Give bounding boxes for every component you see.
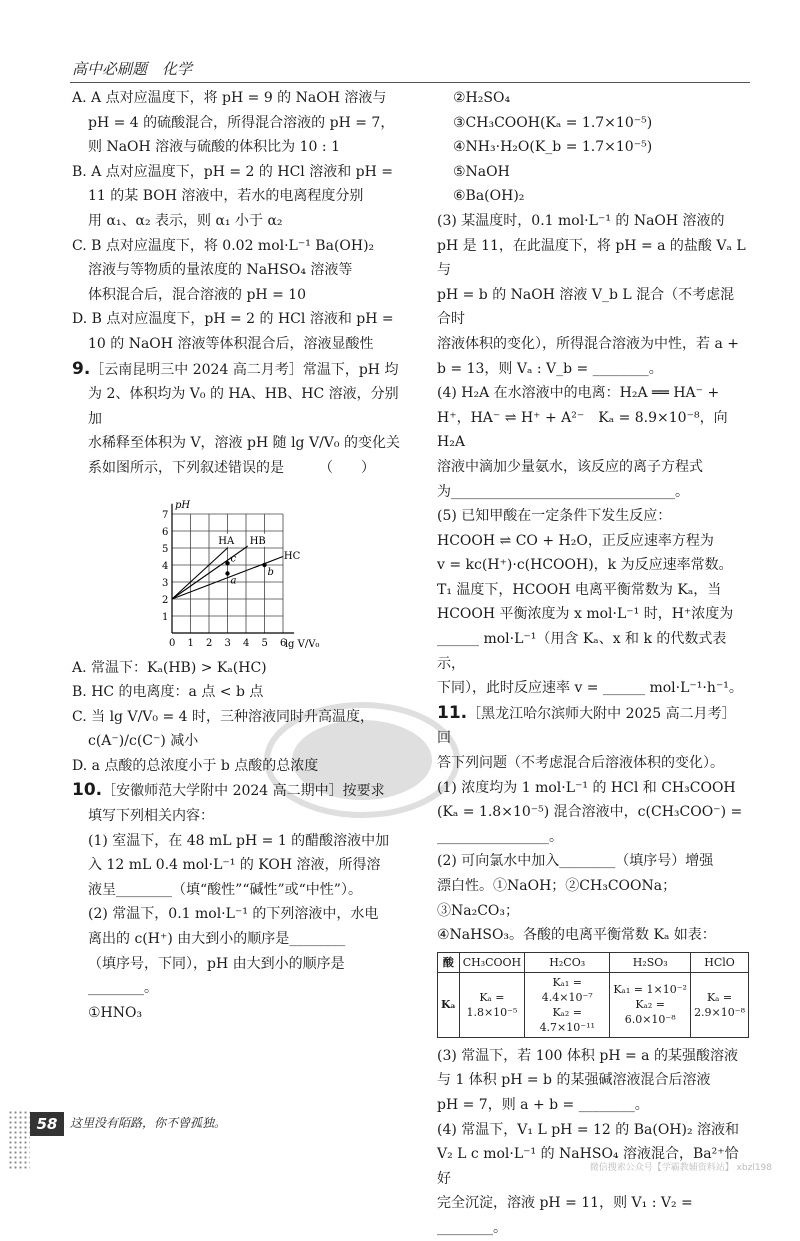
ka-table-head-4: HClO: [691, 952, 749, 972]
q10-sub2-line3: （填序号，下同），pH 由大到小的顺序是: [88, 955, 345, 972]
q9-line1: ［云南昆明三中 2024 高二月考］常温下，pH 均: [90, 361, 399, 378]
ka-table-header-row: [438, 952, 749, 972]
q11-stem: [437, 701, 747, 751]
q10-sub2-line1: (2) 常温下，0.1 mol·L⁻¹ 的下列溶液中，水电: [88, 906, 379, 923]
stamp-watermark: [262, 700, 462, 820]
header-rule: [70, 82, 750, 83]
q10-sub1-line2: 入 12 mL 0.4 mol·L⁻¹ 的 KOH 溶液，所得溶: [88, 857, 381, 874]
footer-dot-pattern: [8, 1110, 30, 1170]
y-tick-label: 5: [162, 543, 169, 555]
q10-sub1-line3: 液呈________（填“酸性”“碱性”或“中性”）。: [88, 881, 362, 898]
q10-line2: 填写下列相关内容：: [88, 808, 214, 825]
q10-sub3-line2: pH 是 11，在此温度下，将 pH = a 的盐酸 Vₐ L 与: [437, 237, 746, 279]
ka-cell-h2co3-a: Kₐ₁ = 4.4×10⁻⁷: [541, 975, 593, 1004]
q11-sub2-line3: ④NaHSO₃。各酸的电离平衡常数 Kₐ 如表：: [437, 927, 716, 944]
left-column: [72, 86, 412, 1025]
q11-sub3-line3: pH = 7，则 a + b = ________。: [437, 1096, 649, 1113]
q10-sub5-line1: (5) 已知甲酸在一定条件下发生反应：: [437, 508, 672, 525]
y-tick-label: 6: [162, 526, 169, 538]
q10-item-3: ③CH₃COOH(Kₐ = 1.7×10⁻⁵): [453, 114, 653, 131]
x-tick-label: 5: [261, 637, 268, 649]
y-tick-label: 4: [162, 560, 169, 572]
q10-sub5-line4: T₁ 温度下，HCOOH 电离平衡常数为 Kₐ，当: [437, 581, 722, 598]
q9-line2: 为 2、体积均为 V₀ 的 HA、HB、HC 溶液，分别加: [88, 386, 399, 427]
q11-line1: ［黑龙江哈尔滨师大附中 2025 高二月考］回: [437, 705, 736, 747]
q11-sub1-line2: (Kₐ = 1.8×10⁻⁵) 混合溶液中，c(CH₃COO⁻) =: [437, 804, 743, 821]
ka-cell-h2co3-b: Kₐ₂ = 4.7×10⁻¹¹: [539, 1005, 595, 1034]
data-point-b: [262, 562, 266, 566]
q10-sub5-line7: 下同），此时反应速率 v = ______ mol·L⁻¹·h⁻¹。: [437, 680, 743, 697]
x-tick-label: 2: [206, 637, 213, 649]
page-number: 58: [30, 1112, 64, 1136]
q10-item-4: ④NH₃·H₂O(K_b = 1.7×10⁻⁵): [453, 139, 653, 156]
q10-sub4-line2: H⁺，HA⁻ ⇌ H⁺ + A²⁻ Kₐ = 8.9×10⁻⁸，向 H₂A: [437, 409, 728, 451]
q9-option-a: A. 常温下：Kₐ(HB) > Kₐ(HC): [72, 659, 267, 676]
ka-table-head-0: 酸: [438, 952, 460, 972]
q9-line4: 系如图所示，下列叙述错误的是 （ ）: [88, 459, 375, 476]
footer-watermark: 微信搜索公众号【学霸教辅资料站】 xbzl198: [589, 1163, 772, 1173]
x-tick-label: 1: [187, 637, 194, 649]
q9-option-d: D. a 点酸的总浓度小于 b 点酸的总浓度: [72, 757, 319, 774]
ka-cell-ch3cooh-a: Kₐ =: [479, 990, 505, 1004]
q10-sub5-line6: ______ mol·L⁻¹（用含 Kₐ、x 和 k 的代数式表示，: [437, 631, 727, 672]
q9-stem: [72, 357, 412, 383]
ka-cell-hclo-a: Kₐ =: [706, 990, 733, 1004]
q10-sub2-line2: 离出的 c(H⁺) 由大到小的顺序是________: [88, 931, 346, 948]
q11-sub3-line2: 与 1 体积 pH = b 的某强碱溶液混合后溶液: [437, 1072, 711, 1089]
q11-sub1-line1: (1) 浓度均为 1 mol·L⁻¹ 的 HCl 和 CH₃COOH: [437, 779, 736, 796]
chart-svg: [72, 481, 412, 656]
q8-option-a-line2: pH = 4 的硫酸混合，所得混合溶液的 pH = 7，: [88, 114, 395, 131]
ka-cell-hclo-b: 2.9×10⁻⁸: [694, 1005, 745, 1019]
q10-sub5-line3: v = kc(H⁺)·c(HCOOH)，k 为反应速率常数。: [437, 557, 733, 574]
q8-option-d-line2: 10 的 NaOH 溶液等体积混合后，溶液显酸性: [88, 335, 374, 352]
q10-sub3-line4: 溶液体积的变化），所得混合溶液为中性，若 a +: [437, 335, 739, 352]
q10-item-5: ⑤NaOH: [453, 163, 510, 180]
q9-option-b: B. HC 的电离度：a 点 < b 点: [72, 684, 264, 701]
ka-cell-h2co3: [525, 972, 610, 1037]
ph-dilution-chart: [72, 481, 412, 656]
y-tick-label: 2: [162, 594, 169, 606]
ka-table: [437, 952, 749, 1038]
ka-cell-h2so3: [610, 972, 691, 1037]
data-point-label-a: a: [230, 575, 237, 586]
q8-option-d: D. B 点对应温度下，pH = 2 的 HCl 溶液和 pH =: [72, 311, 394, 328]
q10-sub3-line3: pH = b 的 NaOH 溶液 V_b L 混合（不考虑混合时: [437, 286, 735, 328]
data-point-a: [225, 571, 229, 575]
x-tick-label: 3: [224, 637, 231, 649]
q8-option-b-line3: 用 α₁、α₂ 表示，则 α₁ 小于 α₂: [88, 212, 283, 229]
q9-option-c: C. 当 lg V/V₀ = 4 时，三种溶液同时升高温度，: [72, 708, 374, 725]
y-tick-label: 1: [162, 611, 169, 623]
q11-sub2-line1: (2) 可向氯水中加入________（填序号）增强: [437, 853, 714, 870]
q11-sub4-line1: (4) 常温下，V₁ L pH = 12 的 Ba(OH)₂ 溶液和: [437, 1121, 740, 1138]
ka-table-head-2: H₂CO₃: [525, 952, 610, 972]
q8-option-b: B. A 点对应温度下，pH = 2 的 HCl 溶液和 pH =: [72, 163, 394, 180]
q11-sub2-line2: 漂白性。①NaOH；②CH₃COONa；③Na₂CO₃；: [437, 878, 677, 919]
series-label-hc: HC: [283, 550, 301, 562]
series-label-ha: HA: [218, 535, 235, 547]
q10-sub4-line3: 溶液中滴加少量氨水，该反应的离子方程式: [437, 458, 703, 475]
q8-option-c: C. B 点对应温度下，将 0.02 mol·L⁻¹ Ba(OH)₂: [72, 237, 375, 254]
x-tick-label: 0: [169, 637, 176, 649]
ka-cell-h2so3-a: Kₐ₁ = 1×10⁻²: [613, 983, 687, 997]
q10-sub2-line4: ________。: [88, 980, 158, 997]
x-tick-label: 4: [243, 637, 250, 649]
q8-option-a: A. A 点对应温度下，将 pH = 9 的 NaOH 溶液与: [72, 90, 387, 106]
x-tick-label: 6: [280, 637, 287, 649]
q10-item-2: ②H₂SO₄: [453, 90, 511, 106]
q9-number: 9.: [72, 358, 91, 379]
y-axis-label: pH: [175, 499, 191, 511]
q11-sub1-line3: ________________。: [437, 828, 563, 845]
series-label-hb: HB: [249, 535, 266, 547]
data-point-label-c: c: [230, 552, 237, 564]
q8-option-c-line2: 溶液与等物质的量浓度的 NaHSO₄ 溶液等: [88, 262, 353, 279]
q10-item-6: ⑥Ba(OH)₂: [453, 188, 525, 205]
q11-sub3-line1: (3) 常温下，若 100 体积 pH = a 的某强酸溶液: [437, 1047, 738, 1064]
q10-sub5-line2: HCOOH ⇌ CO + H₂O，正反应速率方程为: [437, 532, 714, 549]
ka-cell-ch3cooh-b: 1.8×10⁻⁵: [466, 1005, 518, 1019]
q10-sub3-line1: (3) 某温度时，0.1 mol·L⁻¹ 的 NaOH 溶液的: [437, 212, 725, 229]
x-axis-label: lg V/V₀: [284, 638, 320, 650]
q10-item-1: ①HNO₃: [88, 1004, 143, 1021]
q9-option-c-line2: c(A⁻)/c(C⁻) 减小: [88, 733, 199, 750]
q10-sub4-line1: (4) H₂A 在水溶液中的电离：H₂A ══ HA⁻ +: [437, 385, 720, 402]
right-column: [437, 86, 747, 1241]
q9-line3: 水稀释至体积为 V，溶液 pH 随 lg V/V₀ 的变化关: [88, 435, 400, 452]
q11-line2: 答下列问题（不考虑混合后溶液体积的变化）。: [437, 755, 724, 772]
series-line-ha: [172, 548, 228, 599]
data-point-c: [225, 561, 229, 565]
data-point-label-b: b: [267, 566, 274, 578]
ka-table-head-3: H₂SO₃: [610, 952, 691, 972]
q10-sub5-line5: HCOOH 平衡浓度为 x mol·L⁻¹ 时，H⁺浓度为: [437, 606, 734, 623]
y-tick-label: 3: [162, 577, 169, 589]
q8-option-c-line3: 体积混合后，混合溶液的 pH = 10: [88, 286, 307, 303]
q11-number: 11.: [437, 702, 468, 723]
q10-sub3-line5: b = 13，则 Vₐ : V_b = ________。: [437, 360, 663, 377]
ka-table-row: [438, 972, 749, 1037]
q10-sub4-line4: 为________________________________。: [437, 483, 689, 500]
ka-table-row-label: Kₐ: [438, 972, 460, 1037]
q10-line1: ［安徽师范大学附中 2024 高二期中］按要求: [102, 783, 385, 800]
q11-sub4-line2: V₂ L c mol·L⁻¹ 的 NaHSO₄ 溶液混合，Ba²⁺恰好: [437, 1146, 739, 1187]
ka-table-head-1: CH₃COOH: [459, 952, 524, 972]
running-header: 高中必刷题 化学: [72, 60, 193, 78]
q8-option-a-line3: 则 NaOH 溶液与硫酸的体积比为 10 : 1: [88, 139, 340, 156]
footer-motto: 这里没有陌路，你不曾孤独。: [70, 1116, 227, 1130]
q10-number: 10.: [72, 780, 103, 801]
y-tick-label: 7: [162, 509, 169, 521]
ka-cell-hclo: [691, 972, 749, 1037]
ka-cell-h2so3-b: Kₐ₂ = 6.0×10⁻⁸: [624, 998, 676, 1027]
ka-cell-ch3cooh: [459, 972, 524, 1037]
q11-sub4-line3: 完全沉淀，溶液 pH = 11，则 V₁ : V₂ = ________。: [437, 1195, 693, 1236]
q10-sub1-line1: (1) 室温下，在 48 mL pH = 1 的醋酸溶液中加: [88, 832, 390, 849]
q8-option-b-line2: 11 的某 BOH 溶液中，若水的电离程度分别: [88, 188, 364, 205]
